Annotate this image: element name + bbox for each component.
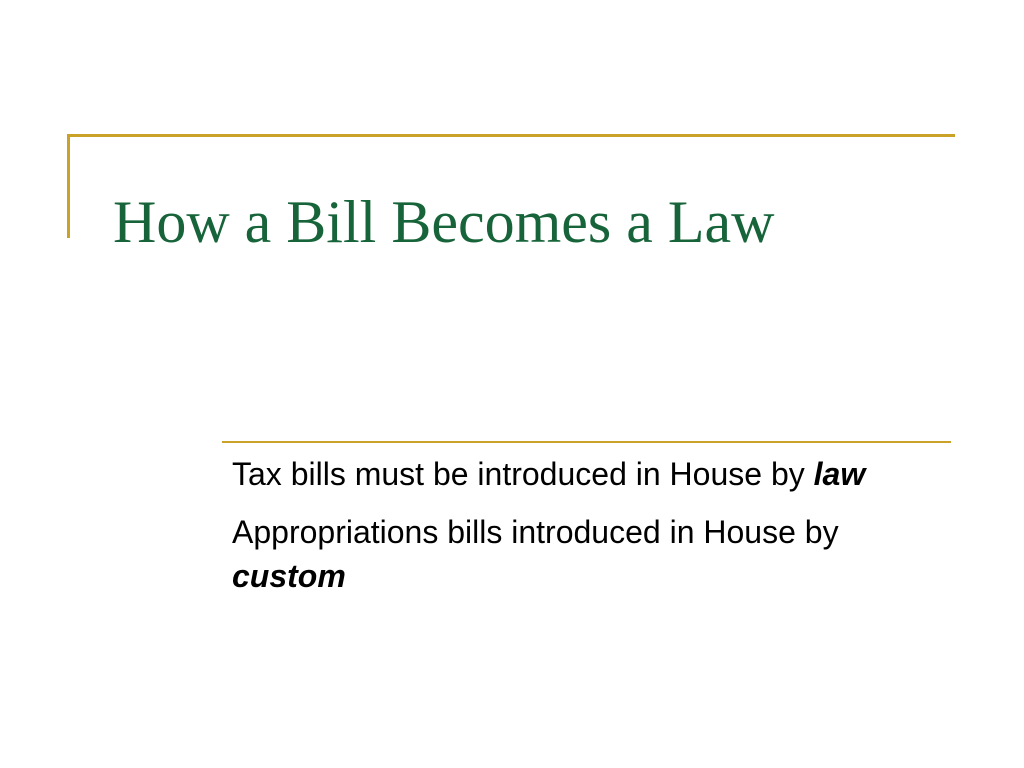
bullet-item-appropriations-bills — [232, 510, 952, 598]
bullet-list — [232, 452, 952, 612]
body-divider-rule — [222, 441, 951, 443]
title-frame-top-rule — [67, 134, 955, 137]
slide-title: How a Bill Becomes a Law — [113, 189, 775, 255]
bullet-text: Appropriations bills introduced in House by — [232, 514, 839, 550]
bullet-item-tax-bills — [232, 452, 952, 496]
title-frame-left-rule — [67, 134, 70, 238]
bullet-emphasis: law — [813, 456, 866, 492]
bullet-text: Tax bills must be introduced in House by — [232, 456, 805, 492]
bullet-emphasis: custom — [232, 558, 346, 594]
